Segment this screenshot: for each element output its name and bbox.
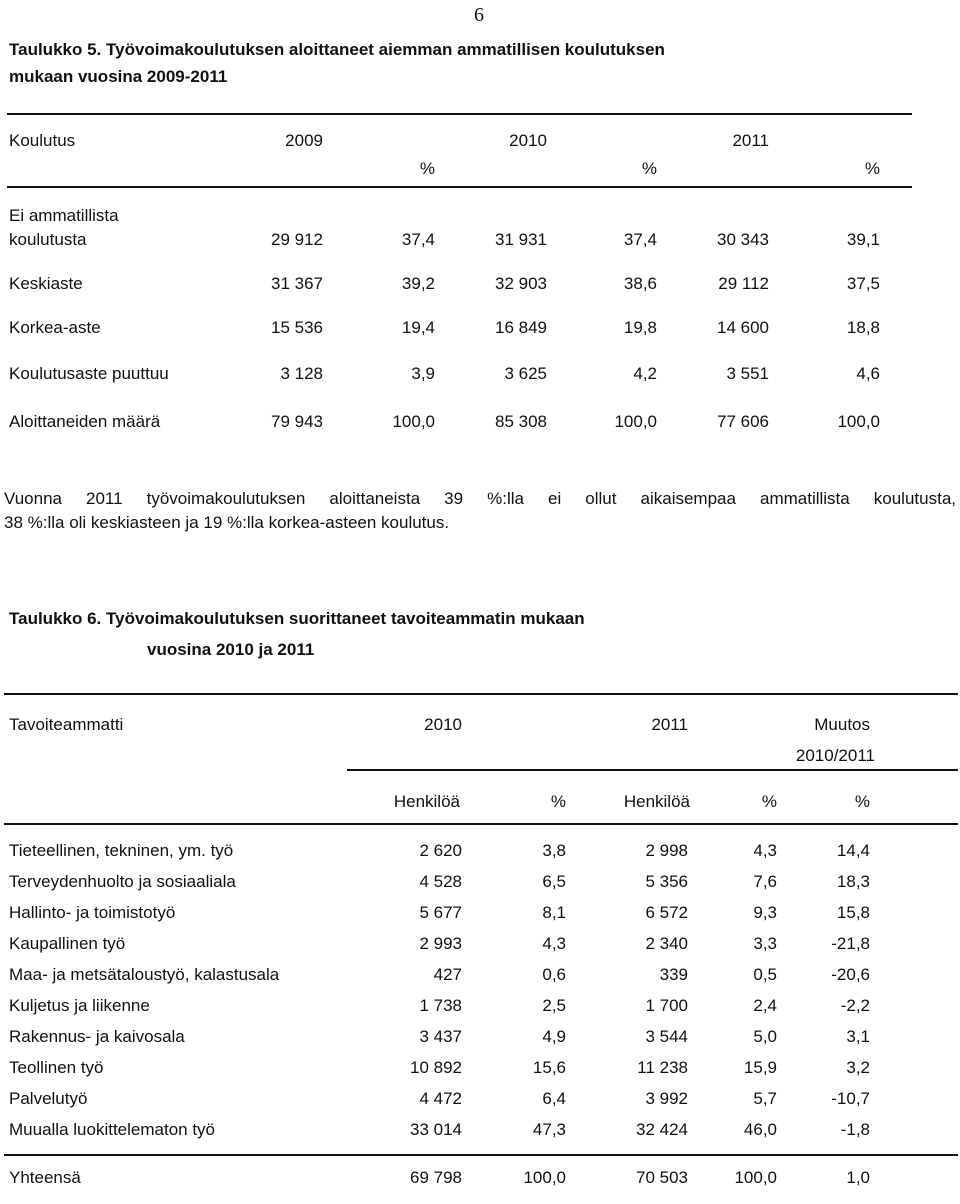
table5-cell: 38,6 (623, 274, 657, 293)
table6-cell: -1,8 (840, 1120, 870, 1139)
summary-paragraph-line2: 38 %:lla oli keskiasteen ja 19 %:lla korkea-asteen koulutus. (4, 513, 450, 532)
table5-cell: 85 308 (495, 412, 547, 431)
table5-cell: 100,0 (837, 412, 880, 431)
table6-cell: 5 677 (419, 903, 462, 922)
table6-cell: 4,3 (753, 841, 777, 860)
page-number: 6 (474, 4, 484, 26)
table6-mid-rule (347, 769, 958, 771)
table5-cell: 15 536 (271, 318, 323, 337)
table6-cell: 4,9 (542, 1027, 566, 1046)
table5-cell: 14 600 (717, 318, 769, 337)
table6-cell: 7,6 (753, 872, 777, 891)
table6-cell: 15,6 (532, 1058, 566, 1077)
table5-title-line2: mukaan vuosina 2009-2011 (9, 67, 228, 86)
table5-row-label: koulutusta (9, 230, 87, 249)
table6-total-rule (4, 1154, 958, 1156)
table5-row-label: Aloittaneiden määrä (9, 412, 161, 431)
table5-cell: 37,5 (846, 274, 880, 293)
table5-cell: 79 943 (271, 412, 323, 431)
table5-header-2011: 2011 (732, 131, 769, 150)
table6-cell: 3,2 (846, 1058, 870, 1077)
table6-cell: 69 798 (410, 1168, 462, 1187)
table6-row-label: Maa- ja metsätaloustyö, kalastusala (9, 965, 280, 984)
table5-cell: 39,1 (846, 230, 880, 249)
table5-cell: 100,0 (614, 412, 657, 431)
table5-header-pct-2011: % (864, 159, 880, 178)
table5-row-label: Korkea-aste (9, 318, 101, 337)
table5-cell: 3 128 (280, 364, 323, 383)
table6-cell: 70 503 (636, 1168, 688, 1187)
table6-cell: 4 472 (419, 1089, 462, 1108)
table6-header-pct-2010: % (550, 792, 566, 811)
table5-cell: 4,2 (633, 364, 657, 383)
table6-cell: 2,5 (542, 996, 566, 1015)
table6-header-pct-2011: % (761, 792, 777, 811)
table6-row-label: Terveydenhuolto ja sosiaaliala (9, 872, 236, 891)
table6-header-henkiloa-2010: Henkilöä (393, 792, 460, 811)
table6-cell: 5,7 (753, 1089, 777, 1108)
table6-cell: 427 (433, 965, 462, 984)
table6-header-tavoiteammatti: Tavoiteammatti (9, 715, 124, 734)
table6-cell: 47,3 (532, 1120, 566, 1139)
table6-cell: 33 014 (410, 1120, 462, 1139)
table6-cell: 46,0 (743, 1120, 777, 1139)
table6-cell: 4 528 (419, 872, 462, 891)
table5-header-rule (7, 186, 912, 188)
table6-cell: 15,9 (743, 1058, 777, 1077)
table6-cell: 11 238 (637, 1058, 688, 1077)
table6-cell: 100,0 (523, 1168, 566, 1187)
table6-cell: 3,8 (542, 841, 566, 860)
table6-cell: 0,6 (542, 965, 566, 984)
table6-row-label: Teollinen työ (9, 1058, 104, 1077)
table6-cell: 1,0 (846, 1168, 870, 1187)
table6-cell: 5 356 (645, 872, 688, 891)
table6-cell: 1 738 (419, 996, 462, 1015)
table6-row-label: Palvelutyö (9, 1089, 88, 1108)
table6-cell: 3,1 (846, 1027, 870, 1046)
table6-cell: 6 572 (645, 903, 688, 922)
table5-cell: 3 625 (504, 364, 547, 383)
table6-header-muutos-period: 2010/2011 (795, 746, 875, 765)
table5-row-label: Keskiaste (9, 274, 83, 293)
table6-header-pct-change: % (854, 792, 870, 811)
summary-paragraph-line1: Vuonna 2011 työvoimakoulutuksen aloittaneista 39 %:lla ei ollut aikaisempaa ammatillista koulutusta, (4, 489, 956, 508)
table6-cell: 2 340 (645, 934, 688, 953)
table5-cell: 29 112 (718, 274, 769, 293)
table6-header-muutos: Muutos (814, 715, 870, 734)
table6-cell: 18,3 (836, 872, 870, 891)
table5-cell: 31 367 (271, 274, 323, 293)
table6-cell: 10 892 (410, 1058, 462, 1077)
table6-cell: 2 993 (419, 934, 462, 953)
table5-cell: 39,2 (401, 274, 435, 293)
table6-cell: 6,5 (542, 872, 566, 891)
table6-top-rule (4, 693, 958, 695)
table6-total-label: Yhteensä (9, 1168, 81, 1187)
table6-cell: 32 424 (636, 1120, 688, 1139)
table5-row-label: Koulutusaste puuttuu (9, 364, 169, 383)
table6-cell: 0,5 (753, 965, 777, 984)
table6-cell: 8,1 (542, 903, 566, 922)
table5-cell: 29 912 (271, 230, 323, 249)
table6-cell: 5,0 (753, 1027, 777, 1046)
table6-cell: -21,8 (831, 934, 870, 953)
table5-cell: 77 606 (717, 412, 769, 431)
table6-header-henkiloa-2011: Henkilöä (623, 792, 690, 811)
table6-cell: -10,7 (831, 1089, 870, 1108)
table5-header-pct-2009: % (419, 159, 435, 178)
table6-row-label: Hallinto- ja toimistotyö (9, 903, 176, 922)
table5-cell: 31 931 (495, 230, 547, 249)
table5-cell: 32 903 (495, 274, 547, 293)
table6-cell: 3 437 (419, 1027, 462, 1046)
table6-row-label: Rakennus- ja kaivosala (9, 1027, 185, 1046)
table6-row-label: Muualla luokittelematon työ (9, 1120, 216, 1139)
table5-top-rule (7, 113, 912, 115)
table6-cell: 2,4 (753, 996, 777, 1015)
table5-cell: 18,8 (846, 318, 880, 337)
table5-cell: 19,4 (401, 318, 435, 337)
table5-cell: 30 343 (717, 230, 769, 249)
table5-cell: 37,4 (623, 230, 657, 249)
table6-cell: 3 992 (645, 1089, 688, 1108)
table5-cell: 19,8 (623, 318, 657, 337)
table5-header-2009: 2009 (285, 131, 323, 150)
table5-cell: 4,6 (856, 364, 880, 383)
table6-row-label: Tieteellinen, tekninen, ym. työ (9, 841, 234, 860)
table6-cell: 14,4 (836, 841, 870, 860)
table6-cell: 3 544 (645, 1027, 688, 1046)
table6-header-2010: 2010 (424, 715, 462, 734)
table6-row-label: Kaupallinen työ (9, 934, 126, 953)
table6-cell: 2 620 (419, 841, 462, 860)
table6-header-rule (4, 823, 958, 825)
table6-cell: 4,3 (542, 934, 566, 953)
table5-row-label: Ei ammatillista (9, 206, 119, 225)
table6-cell: 339 (659, 965, 688, 984)
table5-cell: 100,0 (392, 412, 435, 431)
table5-cell: 3,9 (411, 364, 435, 383)
table5-cell: 37,4 (401, 230, 435, 249)
table6-header-2011: 2011 (651, 715, 688, 734)
table6-cell: 6,4 (542, 1089, 566, 1108)
table6-cell: -20,6 (831, 965, 870, 984)
table6-cell: 1 700 (645, 996, 688, 1015)
table5-header-2010: 2010 (509, 131, 547, 150)
table5-cell: 16 849 (495, 318, 547, 337)
table6-cell: 9,3 (753, 903, 777, 922)
table5-cell: 3 551 (726, 364, 769, 383)
table6-title-line1: Taulukko 6. Työvoimakoulutuksen suorittaneet tavoiteammatin mukaan (9, 609, 585, 628)
table5-title-line1: Taulukko 5. Työvoimakoulutuksen aloittaneet aiemman ammatillisen koulutuksen (9, 40, 665, 59)
table6-title-line2: vuosina 2010 ja 2011 (147, 640, 315, 659)
table6-cell: 100,0 (734, 1168, 777, 1187)
table5-header-pct-2010: % (641, 159, 657, 178)
table6-cell: 3,3 (753, 934, 777, 953)
table6-row-label: Kuljetus ja liikenne (9, 996, 150, 1015)
table6-cell: -2,2 (840, 996, 870, 1015)
table5-header-koulutus: Koulutus (9, 131, 76, 150)
table6-cell: 2 998 (645, 841, 688, 860)
table6-cell: 15,8 (836, 903, 870, 922)
